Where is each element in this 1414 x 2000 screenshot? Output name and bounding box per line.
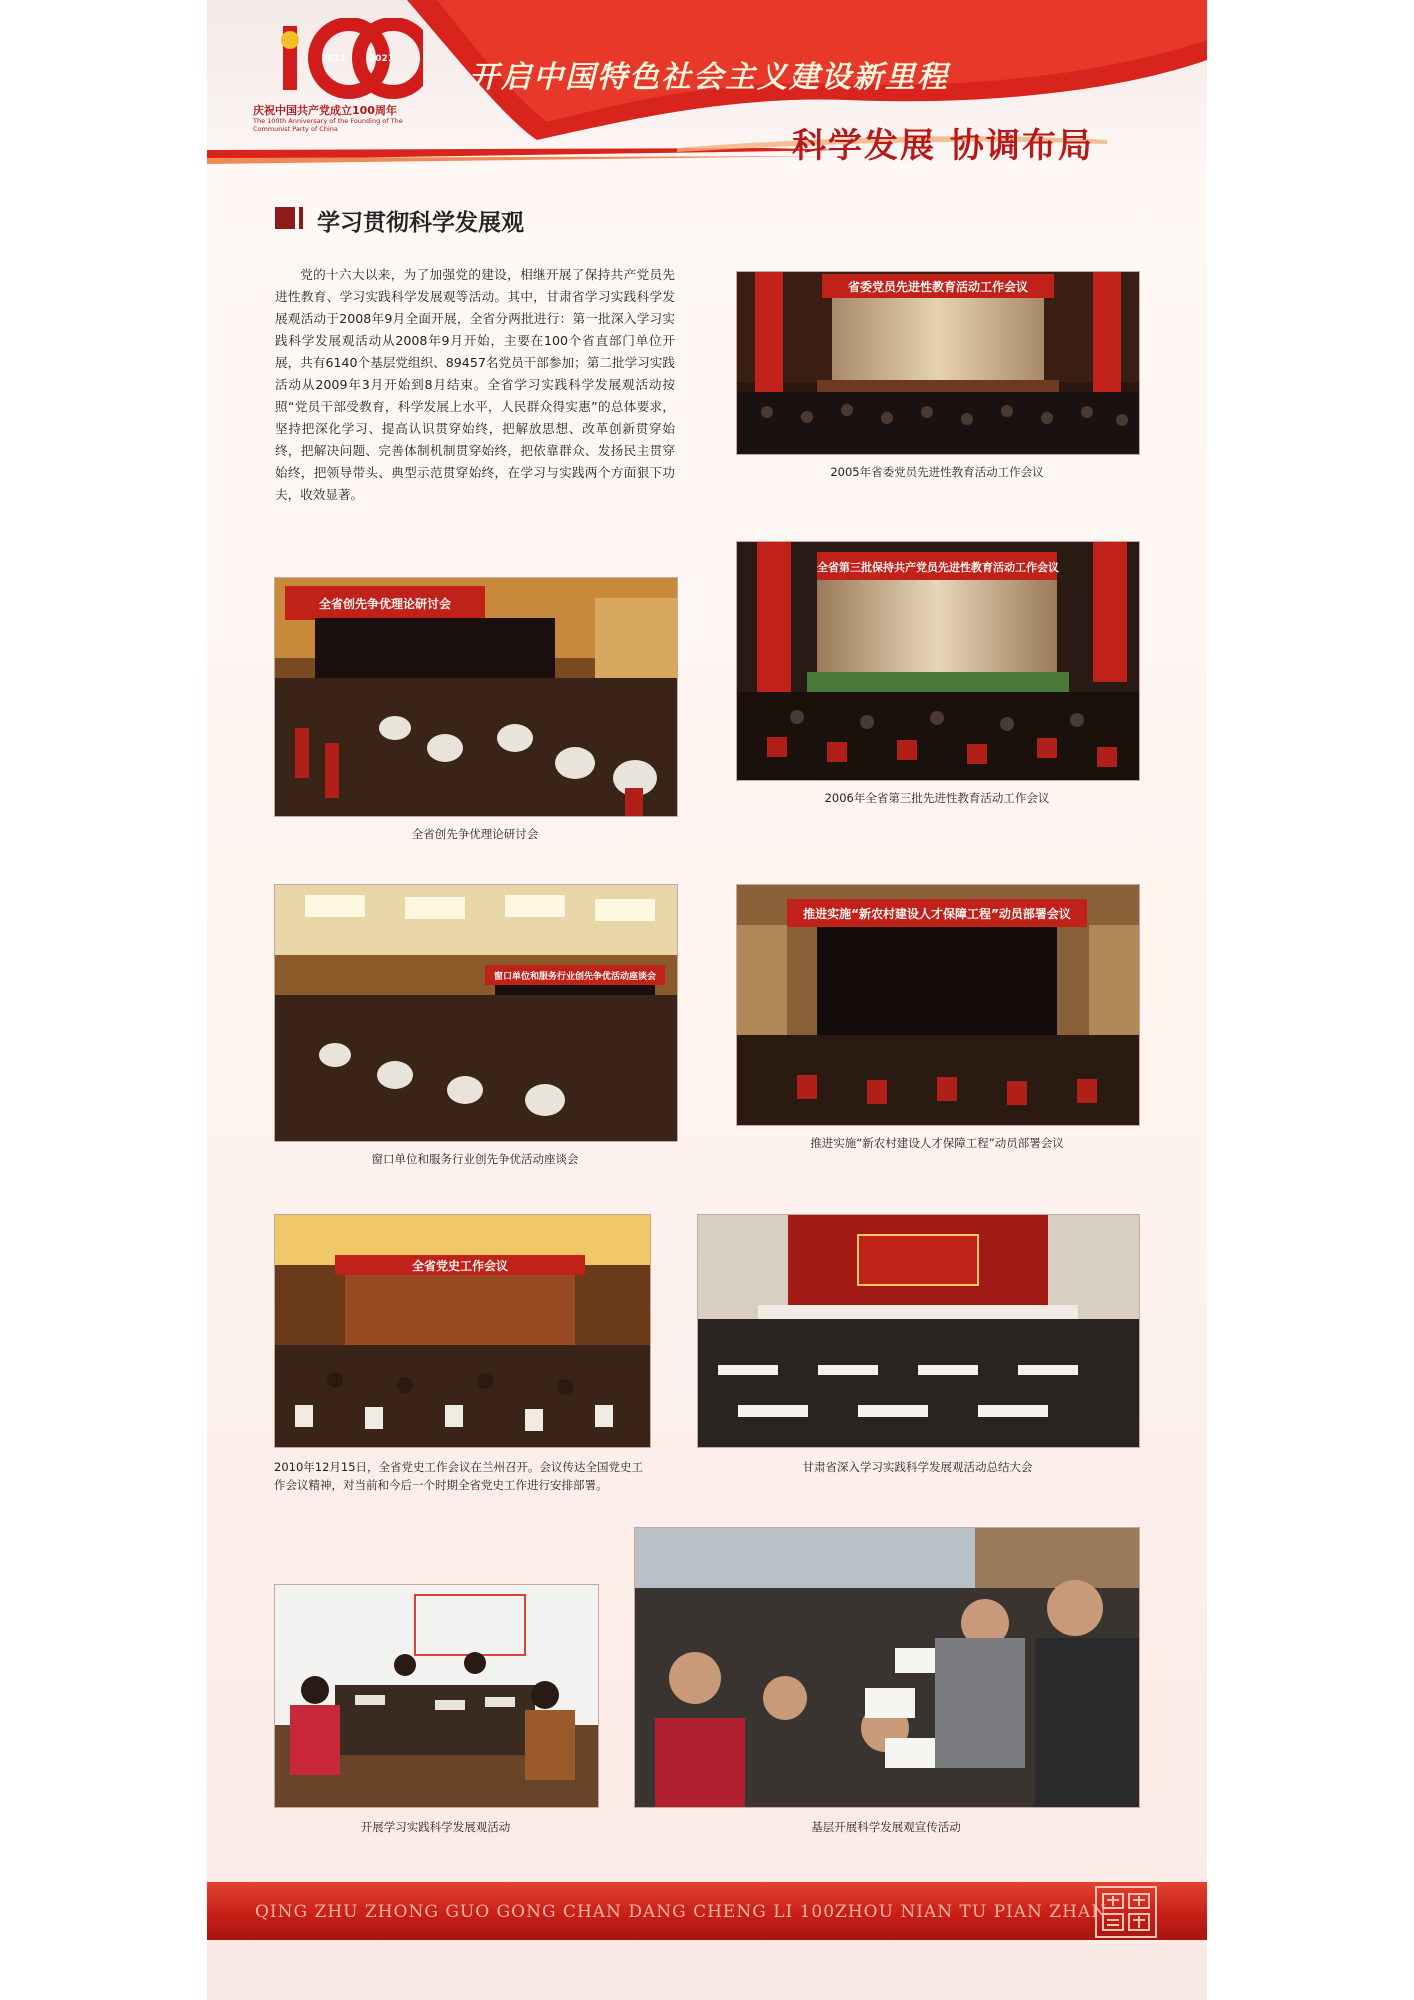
caption-photo7: 甘肃省深入学习实践科学发展观活动总结大会: [802, 1460, 1033, 1474]
seminar-room-image: [275, 578, 677, 816]
intro-paragraph: 党的十六大以来，为了加强党的建设，相继开展了保持共产党员先进性教育、学习实践科学发展观等活动。其中，甘肃省学习实践科学发展观活动于2008年9月全面开展，全省分两批进行：第一批深入学习实践科学发展观活动从2008年9月开始，主要在100个省直部门单位开展，共有6140个基层党组织、89457名党员干部参加；第二批学习实践活动从2009年3月开始到8月结束。全省学习实践科学发展观活动按照“党员干部受教育，科学发展上水平，人民群众得实惠”的总体要求，坚持把深化学习、提高认识贯穿始终，把解放思想、改革创新贯穿始终，把解决问题、完善体制机制贯穿始终，把依靠群众、发扬民主贯穿始终，把领导带头、典型示范贯穿始终，在学习与实践两个方面狠下功夫，收效显著。: [275, 267, 675, 502]
logo-english-text: The 100th Anniversary of the Founding of The Communist Party of China: [253, 117, 403, 133]
photo1-banner-text: 省委党员先进性教育活动工作会议: [847, 280, 1029, 294]
logo-chinese-text: 庆祝中国共产党成立100周年: [253, 104, 397, 117]
photo-summary-assembly: [697, 1214, 1140, 1448]
seal-pattern-icon: [1097, 1888, 1155, 1936]
caption-photo8: 开展学习实践科学发展观活动: [360, 1820, 511, 1834]
seal-stamp-icon: [1095, 1886, 1157, 1938]
header-banner: [207, 0, 1207, 165]
history-conference-image: [275, 1215, 650, 1447]
photo-theory-seminar: [274, 577, 678, 817]
footer-banner: [207, 1882, 1207, 1940]
auditorium-image: [737, 542, 1139, 780]
photo-2006-conference: [736, 541, 1140, 781]
photo6-banner-text: 全省党史工作会议: [411, 1259, 509, 1273]
caption-photo3: 2006年全省第三批先进性教育活动工作会议: [824, 791, 1050, 805]
caption-photo2: 全省创先争优理论研讨会: [411, 827, 539, 841]
street-crowd-image: [635, 1528, 1139, 1807]
photo-new-rural-talent-meeting: [736, 884, 1140, 1126]
hall-meeting-image: [737, 885, 1139, 1125]
meeting-room-image: [275, 885, 677, 1141]
page: [207, 0, 1207, 2000]
study-room-image: [275, 1585, 598, 1807]
conference-hall-image: [737, 272, 1139, 454]
caption-photo5: 推进实施“新农村建设人才保障工程”动员部署会议: [810, 1136, 1064, 1150]
header-subtitle: 科学发展 协调布局: [792, 126, 1094, 165]
photo-grassroots-promotion: [634, 1527, 1140, 1808]
section-marker: [275, 207, 295, 229]
header-slogan: 开启中国特色社会主义建设新里程: [469, 60, 949, 95]
photo3-banner-text: 全省第三批保持共产党员先进性教育活动工作会议: [817, 561, 1059, 574]
caption-photo6: 2010年12月15日，全省党史工作会议在兰州召开。会议传达全国党史工作会议精神，对当前和今后一个时期全省党史工作进行安排部署。: [274, 1460, 644, 1492]
logo-year-start: 1921: [321, 54, 347, 64]
section-title: 学习贯彻科学发展观: [317, 210, 524, 236]
caption-photo1: 2005年省委党员先进性教育活动工作会议: [830, 465, 1044, 479]
footer-pinyin-text: QING ZHU ZHONG GUO GONG CHAN DANG CHENG LI 100ZHOU NIAN TU PIAN ZHAN: [255, 1902, 1108, 1922]
photo-study-activity: [274, 1584, 599, 1808]
photo-2005-conference: [736, 271, 1140, 455]
section-marker-bar: [299, 207, 303, 229]
photo5-banner-text: 推进实施“新农村建设人才保障工程”动员部署会议: [803, 907, 1071, 921]
centenary-logo: [253, 18, 423, 133]
photo-window-units-symposium: [274, 884, 678, 1142]
photo4-banner-text: 窗口单位和服务行业创先争优活动座谈会: [493, 972, 657, 982]
photo-party-history-conference: [274, 1214, 651, 1448]
caption-photo9: 基层开展科学发展观宣传活动: [811, 1820, 961, 1834]
assembly-hall-image: [698, 1215, 1139, 1447]
caption-photo4: 窗口单位和服务行业创先争优活动座谈会: [371, 1152, 579, 1166]
photo2-banner-text: 全省创先争优理论研讨会: [318, 597, 452, 611]
logo-year-end: 2021: [369, 54, 395, 64]
